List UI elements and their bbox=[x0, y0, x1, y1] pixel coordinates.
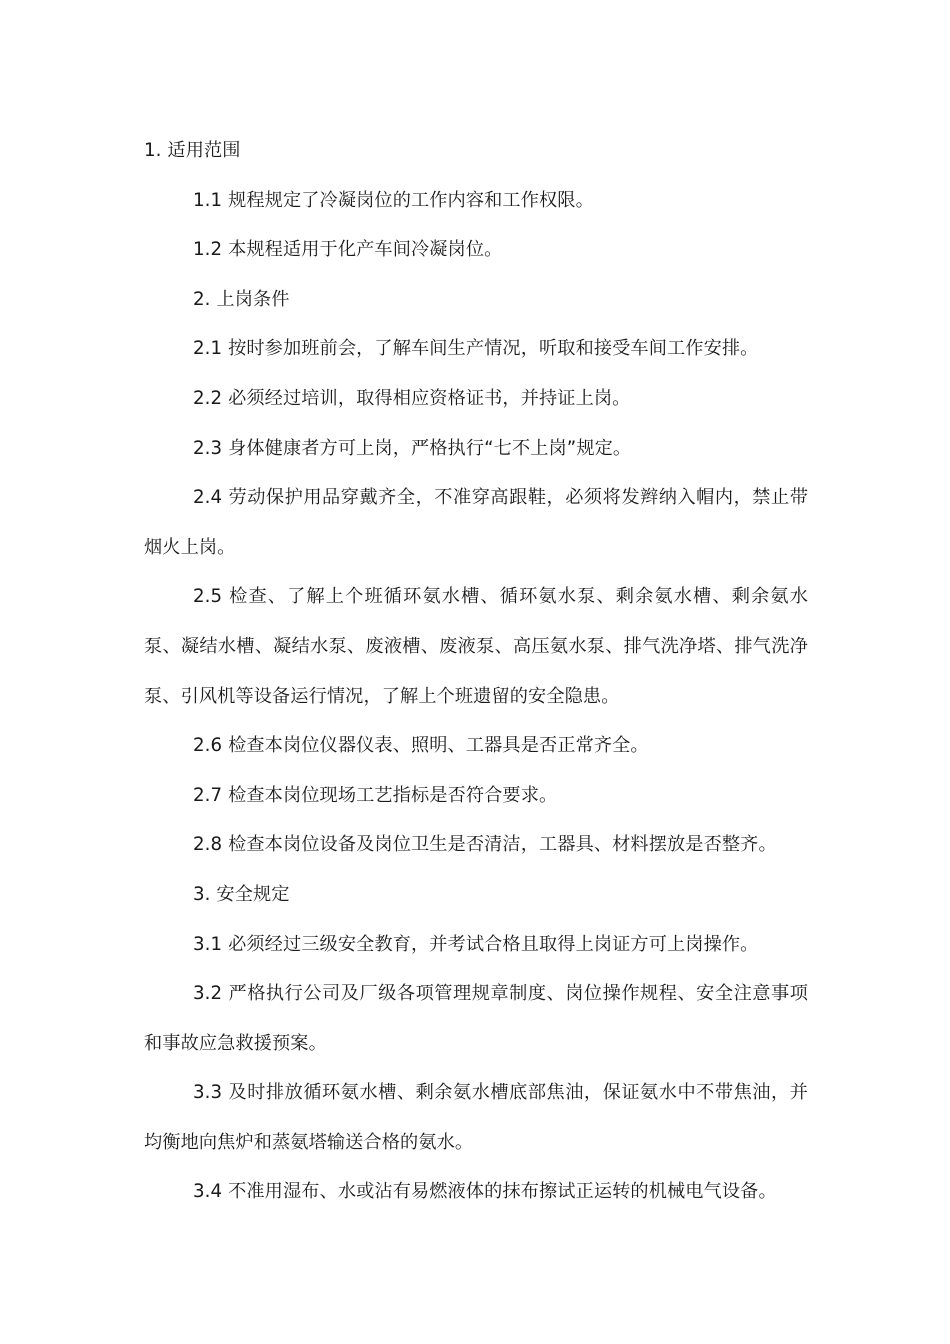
clause-2-2: 2.2 必须经过培训，取得相应资格证书，并持证上岗。 bbox=[193, 387, 631, 409]
section-heading-conditions: 2. 上岗条件 bbox=[193, 288, 290, 310]
clause-1-1: 1.1 规程规定了冷凝岗位的工作内容和工作权限。 bbox=[193, 189, 594, 211]
document-body bbox=[144, 126, 808, 1217]
clause-3-1: 3.1 必须经过三级安全教育，并考试合格且取得上岗证方可上岗操作。 bbox=[193, 933, 759, 955]
section-heading-scope: 1. 适用范围 bbox=[144, 140, 241, 161]
clause-2-7: 2.7 检查本岗位现场工艺指标是否符合要求。 bbox=[193, 784, 558, 806]
clause-2-5: 2.5 检查、了解上个班循环氨水槽、循环氨水泵、剩余氨水槽、剩余氨水泵、凝结水槽、凝结水泵、废液槽、废液泵、高压氨水泵、排气洗净塔、排气洗净泵、引风机等设备运行情况，了解上个班遗留的安全隐患。 bbox=[144, 586, 808, 707]
clause-3-4: 3.4 不准用湿布、水或沾有易燃液体的抹布擦试正运转的机械电气设备。 bbox=[193, 1181, 777, 1203]
clause-1-2: 1.2 本规程适用于化产车间冷凝岗位。 bbox=[193, 239, 503, 261]
clause-2-8: 2.8 检查本岗位设备及岗位卫生是否清洁，工器具、材料摆放是否整齐。 bbox=[193, 834, 777, 856]
section-heading-safety: 3. 安全规定 bbox=[193, 883, 290, 905]
clause-2-6: 2.6 检查本岗位仪器仪表、照明、工器具是否正常齐全。 bbox=[193, 735, 649, 757]
clause-2-3: 2.3 身体健康者方可上岗，严格执行“七不上岗”规定。 bbox=[193, 437, 632, 459]
clause-2-1: 2.1 按时参加班前会，了解车间生产情况，听取和接受车间工作安排。 bbox=[193, 338, 759, 360]
clause-2-4: 2.4 劳动保护用品穿戴齐全，不准穿高跟鞋，必须将发辫纳入帽内，禁止带烟火上岗。 bbox=[144, 487, 808, 558]
clause-3-3: 3.3 及时排放循环氨水槽、剩余氨水槽底部焦油，保证氨水中不带焦油，并均衡地向焦炉和蒸氨塔输送合格的氨水。 bbox=[144, 1082, 808, 1153]
clause-3-2: 3.2 严格执行公司及厂级各项管理规章制度、岗位操作规程、安全注意事项和事故应急救援预案。 bbox=[144, 983, 808, 1054]
